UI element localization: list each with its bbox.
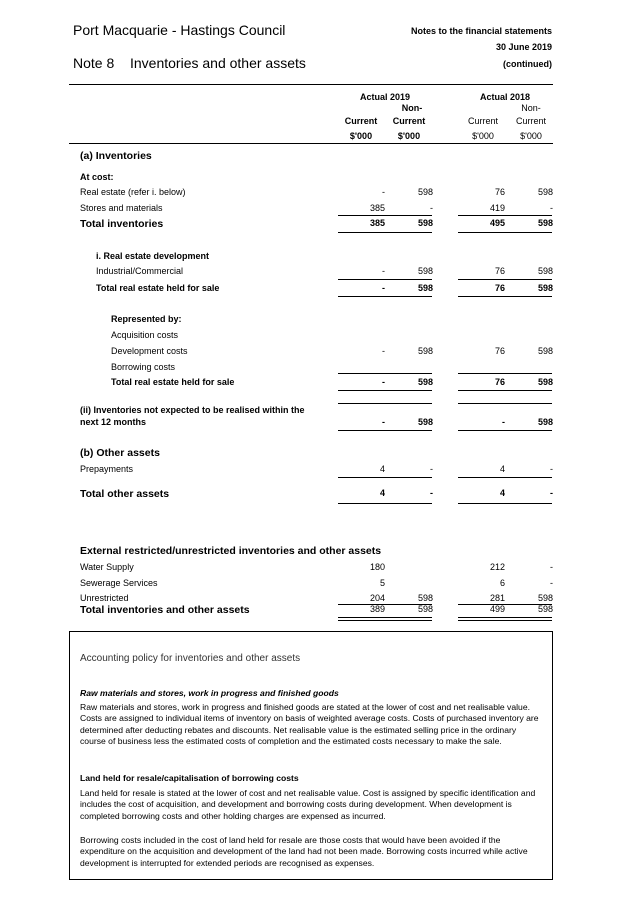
cell: 598 xyxy=(537,604,553,614)
cell: 598 xyxy=(417,604,433,614)
cell: - xyxy=(502,417,505,427)
header-right-1: Notes to the financial statements xyxy=(410,26,552,36)
cell: - xyxy=(382,283,385,293)
cell: - xyxy=(430,203,433,213)
cell: 385 xyxy=(369,218,385,228)
col-actual-2018: Actual 2018 xyxy=(479,92,531,102)
cell: - xyxy=(430,488,433,498)
rule xyxy=(338,279,432,280)
table-row-total xyxy=(0,488,625,502)
cell: 389 xyxy=(369,604,385,614)
acquisition-costs-label: Acquisition costs xyxy=(111,330,179,340)
rule xyxy=(338,477,432,478)
cell: 76 xyxy=(494,377,505,387)
org-name: Port Macquarie - Hastings Council xyxy=(73,22,286,38)
cell: 6 xyxy=(499,578,505,588)
cell: 598 xyxy=(537,417,553,427)
row-label: Stores and materials xyxy=(80,203,163,213)
cell: - xyxy=(382,417,385,427)
cell: 598 xyxy=(417,377,433,387)
represented-by-label: Represented by: xyxy=(111,314,182,324)
rule xyxy=(458,215,552,216)
cell: 499 xyxy=(489,604,505,614)
col-non-2018: Non- xyxy=(521,103,541,113)
cell: - xyxy=(382,266,385,276)
cell: 598 xyxy=(537,346,553,356)
cell: 419 xyxy=(489,203,505,213)
row-label: Total inventories xyxy=(80,218,164,230)
rule xyxy=(458,373,552,374)
cell: 5 xyxy=(379,578,385,588)
table-row xyxy=(0,562,625,576)
rule xyxy=(458,296,552,297)
cell: 4 xyxy=(379,464,385,474)
header-right-2: 30 June 2019 xyxy=(495,42,552,52)
units-3: $'000 xyxy=(472,131,494,141)
policy-heading-1: Raw materials and stores, work in progress and finished goods xyxy=(80,688,339,698)
cell: 4 xyxy=(379,488,385,498)
cell: 598 xyxy=(537,283,553,293)
cell: 598 xyxy=(537,187,553,197)
cell: 281 xyxy=(489,593,505,603)
cell: 598 xyxy=(417,593,433,603)
header-rule xyxy=(69,84,553,85)
row-label: Water Supply xyxy=(80,562,134,572)
row-label: Total real estate held for sale xyxy=(96,283,220,293)
at-cost-label: At cost: xyxy=(80,172,114,182)
rule xyxy=(338,215,432,216)
rule xyxy=(458,477,552,478)
table-row xyxy=(0,578,625,592)
rule xyxy=(458,617,552,618)
cell: 212 xyxy=(489,562,505,572)
cell: 204 xyxy=(369,593,385,603)
rule xyxy=(338,390,432,391)
row-label: Total real estate held for sale xyxy=(111,377,235,387)
rule xyxy=(338,430,432,431)
cell: - xyxy=(382,187,385,197)
cell: 598 xyxy=(537,218,553,228)
table-row xyxy=(0,464,625,478)
cell: - xyxy=(382,346,385,356)
cell: - xyxy=(550,203,553,213)
accounting-policy-box xyxy=(69,631,553,880)
row-label: Development costs xyxy=(111,346,188,356)
cell: 598 xyxy=(417,218,433,228)
cell: 495 xyxy=(489,218,505,228)
rule xyxy=(458,403,552,404)
cell: 598 xyxy=(537,593,553,603)
rule xyxy=(338,503,432,504)
cell: 76 xyxy=(494,187,505,197)
row-label: Industrial/Commercial xyxy=(96,266,184,276)
col-non-2019: Non- xyxy=(401,103,423,113)
cell: 76 xyxy=(494,283,505,293)
table-row-total xyxy=(0,604,625,618)
rule xyxy=(338,373,432,374)
cell: - xyxy=(550,488,553,498)
table-row xyxy=(0,266,625,280)
row-label: Prepayments xyxy=(80,464,134,474)
rule xyxy=(458,279,552,280)
not-realised-label-1: (ii) Inventories not expected to be realised within the xyxy=(80,405,305,415)
units-1: $'000 xyxy=(349,131,373,141)
other-assets-heading: (b) Other assets xyxy=(80,447,160,459)
rule xyxy=(338,403,432,404)
row-label: Total other assets xyxy=(80,488,170,500)
row-label: Total inventories and other assets xyxy=(80,604,250,616)
table-row-total xyxy=(0,417,625,431)
table-row-total xyxy=(0,218,625,232)
rule xyxy=(338,232,432,233)
policy-paragraph-2: Land held for resale is stated at the lower of cost and net realisable value. Cost is assigned by specific identification and includes the cost of acquisition, and development and borrowing costs during development. When development is completed borrowing costs and other holding charges are expensed as incurred. xyxy=(80,788,536,821)
real-estate-dev-heading: i. Real estate development xyxy=(96,251,210,261)
policy-title: Accounting policy for inventories and other assets xyxy=(80,653,301,664)
cell: 598 xyxy=(417,346,433,356)
rule xyxy=(458,503,552,504)
cell: - xyxy=(550,578,553,588)
table-row xyxy=(0,346,625,360)
cell: 180 xyxy=(369,562,385,572)
policy-paragraph-1: Raw materials and stores, work in progress and finished goods are stated at the lower of cost and net realisable value. Costs are assigned to individual items of inventory on basis of weighted average costs. Costs of purchased inventory are determined after deducting rebates and discounts. Net realisable value is the estimated selling price in the ordinary course of business less the estimated costs of completion and the estimated costs necessary to make the sale. xyxy=(80,702,539,747)
table-row-total xyxy=(0,377,625,391)
rule xyxy=(338,620,432,621)
cell: - xyxy=(550,464,553,474)
row-label: Unrestricted xyxy=(80,593,129,603)
row-label: next 12 months xyxy=(80,417,147,427)
rule xyxy=(338,296,432,297)
table-row-total xyxy=(0,283,625,297)
rule xyxy=(458,620,552,621)
col-header-rule xyxy=(69,143,553,144)
cell: 385 xyxy=(369,203,385,213)
col-current-2019: Current xyxy=(344,116,378,126)
borrowing-costs-label: Borrowing costs xyxy=(111,362,176,372)
cell: - xyxy=(382,377,385,387)
cell: 598 xyxy=(417,187,433,197)
col-noncurrent-2019: Current xyxy=(392,116,426,126)
units-2: $'000 xyxy=(397,131,421,141)
policy-paragraph-3: Borrowing costs included in the cost of land held for resale are those costs that would have been avoided if the expenditure on the acquisition and development of the land had not been made. Borrowing costs incurred while active development is interrupted for extended periods are recognised as expenses. xyxy=(80,835,528,868)
cell: 598 xyxy=(417,266,433,276)
cell: 598 xyxy=(417,417,433,427)
cell: 598 xyxy=(417,283,433,293)
col-current-2018: Current xyxy=(467,116,498,126)
col-actual-2019: Actual 2019 xyxy=(359,92,411,102)
header-right-3: (continued) xyxy=(503,59,552,69)
rule xyxy=(338,617,432,618)
rule xyxy=(458,390,552,391)
col-noncurrent-2018: Current xyxy=(515,116,546,126)
policy-heading-2: Land held for resale/capitalisation of borrowing costs xyxy=(80,773,299,783)
inventories-heading: (a) Inventories xyxy=(80,150,152,162)
cell: 598 xyxy=(537,266,553,276)
rule xyxy=(458,232,552,233)
cell: - xyxy=(430,464,433,474)
cell: 598 xyxy=(537,377,553,387)
note-title: Inventories and other assets xyxy=(130,55,306,71)
rule xyxy=(458,430,552,431)
cell: 4 xyxy=(499,464,505,474)
cell: 76 xyxy=(494,346,505,356)
units-4: $'000 xyxy=(520,131,542,141)
note-number: Note 8 xyxy=(73,55,115,71)
cell: 4 xyxy=(499,488,505,498)
table-row xyxy=(0,187,625,201)
cell: 76 xyxy=(494,266,505,276)
external-restricted-heading: External restricted/unrestricted inventories and other assets xyxy=(80,545,382,557)
row-label: Sewerage Services xyxy=(80,578,158,588)
cell: - xyxy=(550,562,553,572)
row-label: Real estate (refer i. below) xyxy=(80,187,186,197)
